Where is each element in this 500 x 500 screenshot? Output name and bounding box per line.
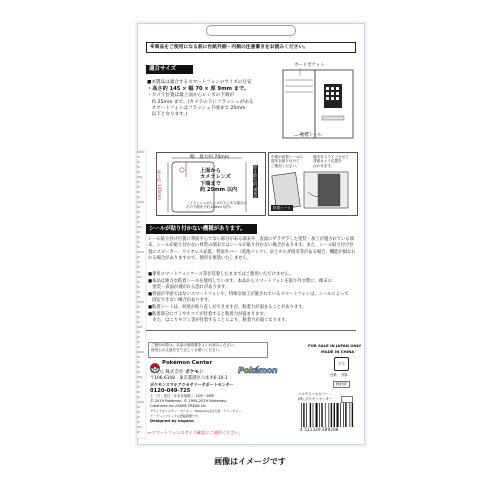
fit-line: ・カメラ位置は最上面からレンズの下端が: [147, 93, 235, 99]
fit-line: ■本製品は適合するスマートフォンのサイズの目安: [147, 80, 252, 85]
sticker-label: 粘着シール: [300, 133, 322, 138]
barcode-bar: [329, 403, 330, 427]
seller-label: 発売元: [150, 370, 164, 375]
caution-item: 塗装・表面が剥がれる恐れがあります。: [148, 285, 230, 291]
barcode-digits: 4 521329 289298: [300, 427, 339, 432]
height-label: 高さ約 145mm: [157, 170, 162, 201]
barcode-bar: [345, 403, 346, 427]
copyright-line: © 2019 Pokémon. © 1995-2019 Nintendo/: [150, 399, 227, 404]
recycle-left: 台紙: [330, 373, 337, 377]
barcode-bar: [310, 403, 311, 427]
recycle-mark: プラ: [337, 362, 346, 366]
fit-line: ・高さ約 145 × 幅 70 × 厚 9mm まで。: [147, 86, 250, 93]
support-phone: 0120-049-725: [150, 388, 191, 394]
fit-line: スマートフォンはフラッシュ下端まで 25mm: [147, 105, 246, 111]
copyright-line: Creatures Inc./GAME FREAK inc.: [150, 404, 208, 409]
camera-subnote: （フラッシュがレンズの下にある場合は その下端まで約 25mm 以内）: [186, 201, 247, 210]
usage-note: ご使用の際は、本品の説明書をよくお読みください。: [151, 343, 238, 347]
caution-item: 固定できない場合があります。: [148, 298, 213, 304]
pokemon-logo: Pokémon: [238, 366, 278, 375]
for-sale-label: FOR SALE IN JAPAN ONLY: [308, 343, 362, 348]
top-notice-text: ※商品をご使用になる前に台紙外側・内側の注意書きをお読みください。: [150, 45, 309, 50]
pokeball-icon: [150, 358, 160, 368]
brand-name: Pokémon Center: [162, 360, 213, 366]
seller-name: ポケモン: [185, 370, 204, 375]
attach-note-1: 中面の粘着シールに 端末を貼り付けて ご使用ください。: [271, 155, 304, 168]
seller-prefix: 株式会社: [165, 370, 184, 375]
code-box: [341, 396, 353, 403]
camera-note: 上面から カメラレンズ 下端まで 約 25mm 以内: [200, 168, 238, 194]
recycle-right: 外装: [341, 373, 348, 377]
attach-note-2: 端末をスライドさせて 背面カメラ位置を 合わせます。: [313, 155, 349, 168]
barcode-bar: [313, 403, 314, 427]
barcode-bar: [337, 403, 339, 427]
caution-list: [148, 272, 358, 325]
warning-header: シールが貼り付かない機種があります。: [146, 224, 257, 234]
barcode-bar: [306, 403, 307, 427]
inspection-badge: 検針済: [333, 381, 350, 388]
fit-line: 以下となります。): [147, 112, 188, 118]
address: 〒106-6108 東京都港区六本木6-10-1: [150, 376, 228, 381]
barcode: [300, 403, 354, 427]
trademark: ポケットモンスター・ポケモン・Pokémonは任天堂・クリーチャーズ・ゲームフリークの登録商標です。: [150, 409, 242, 418]
barcode-bar: [303, 403, 304, 427]
designed-by: Designed by nagano: [150, 417, 194, 423]
barcode-bar: [331, 403, 332, 427]
barcode-bar: [316, 403, 318, 427]
card-pocket-label: カードポケット: [294, 63, 325, 68]
caution-item: ■背面が平面ではないスマートフォンや、特殊な加工が施されているスマートフォンは、シールによって: [148, 291, 349, 297]
attach-tag: 粘着シート: [273, 206, 291, 210]
barcode-bar: [350, 403, 351, 427]
thickness-label: 厚さ最大約 9mm: [253, 165, 258, 199]
product-sub: (M)_ポケモンセンター: [298, 397, 333, 401]
fit-lines: [147, 80, 277, 118]
product-name: マルチスマホカバー: [298, 392, 329, 396]
divider: [146, 330, 356, 331]
support-hours: 土・日・祝日・年末年始除く 11時～18時: [150, 394, 214, 399]
barcode-bar: [321, 403, 322, 427]
fit-line: 約 25mm まで。(カメラの下にフラッシュがある: [147, 99, 254, 105]
caution-item: ■本品は強力な粘着シールを使用しています。本品からスマートフォンを取り外す際に、端末の: [148, 278, 332, 284]
barcode-bar: [301, 403, 302, 427]
barcode-bar: [319, 403, 320, 427]
width-label: 幅 最大約 70mm: [190, 155, 230, 160]
barcode-bar: [325, 403, 326, 427]
size-check-note: ←スマートフォンのサイズ確認にご使用ください。: [148, 430, 243, 435]
recycle-icon: [334, 357, 349, 371]
company-info: [150, 370, 242, 423]
hang-hole: [206, 25, 296, 36]
caution-item: ■粘着部分にゴミやホコリが付着すると粘着力が弱まります。: [148, 311, 268, 317]
barcode-bar: [352, 403, 353, 427]
barcode-bar: [343, 403, 344, 427]
case-illustration: [280, 60, 358, 142]
support-label: ポケモンスマホアクセサリーサポートセンター: [150, 382, 234, 387]
barcode-bar: [340, 403, 341, 427]
caution-item: ■専用スマートフォンケース等を装着したままではご使用いただけません。: [148, 272, 294, 277]
usage-note: 使用上の注意を守り正しくお使いください。: [151, 348, 223, 353]
made-in-label: MADE IN CHINA: [321, 349, 355, 354]
warning-paragraph: シール貼り付け位置に背面平らでない部分がある端末や、表面にザラザラした塗装・加工が施されている端末、シールが貼り付かない材質の端末ではシールが貼り付かない場合があります。また、シール貼り付け位置にスピーカー、ワイヤレス充電、背面カバー（電池パック）、卓上ホルダ接点等がある場合、機能が損なわれる場合がありますので、使用を推奨いたしません。: [148, 237, 356, 261]
fit-header: 適合サイズ: [146, 65, 193, 74]
usage-notes-box: [148, 342, 268, 358]
image-caption: 画像はイメージです: [214, 457, 286, 466]
top-notice: [146, 42, 356, 53]
barcode-bar: [334, 403, 335, 427]
caution-item: また、はこりやゴミ等が付着することにより、粘着力が弱くなります。: [148, 318, 290, 324]
caution-item: ■粘着シートは、何度か貼り直しができますが、粘着力が弱まることがあります。: [148, 304, 307, 310]
